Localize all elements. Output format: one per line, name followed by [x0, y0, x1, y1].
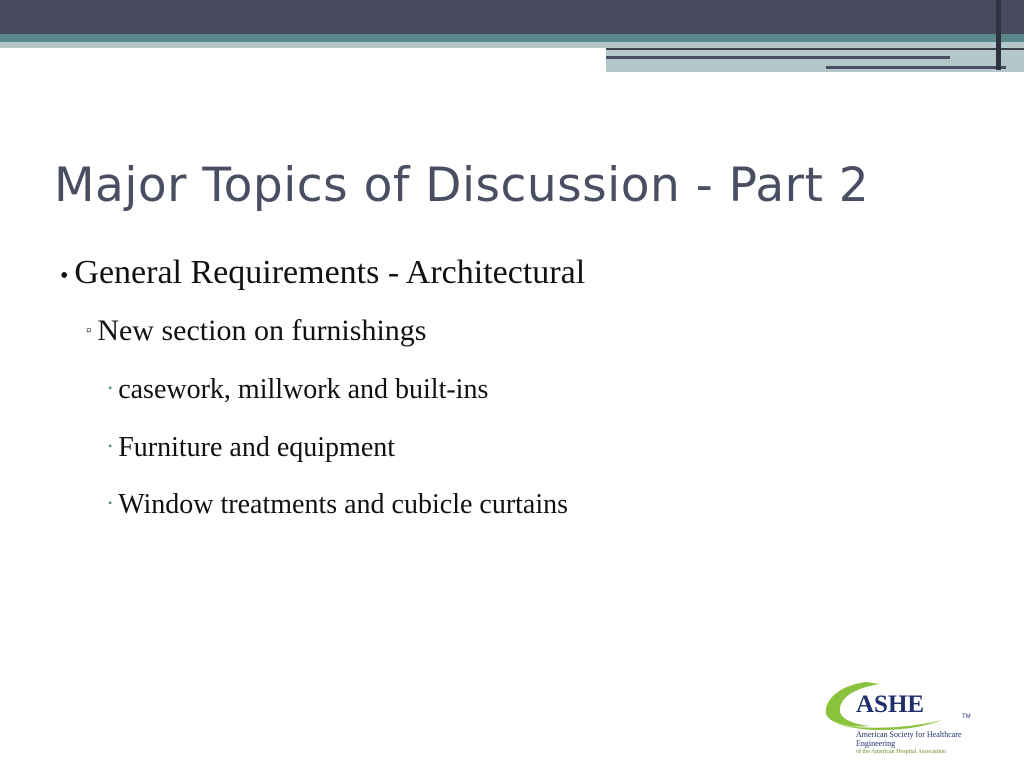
bullet-small-dot-icon: • — [108, 381, 113, 395]
logo-tagline-sub: of the American Hospital Association — [856, 749, 946, 755]
header-edge — [996, 0, 1001, 70]
bullet-level3 — [108, 432, 395, 464]
logo-wordmark: ASHE — [856, 691, 925, 718]
logo-trademark: TM — [962, 714, 971, 720]
bullet-small-dot-icon: • — [108, 439, 113, 453]
bullet-dot-icon: • — [60, 263, 69, 289]
header-rule-2 — [826, 66, 1006, 69]
bullet-text: New section on furnishings — [97, 314, 427, 347]
header-rule-1 — [606, 56, 950, 59]
slide-title: Major Topics of Discussion - Part 2 — [54, 158, 870, 213]
bullet-level3 — [108, 374, 488, 406]
bullet-small-dot-icon: • — [108, 496, 113, 510]
bullet-text: Window treatments and cubicle curtains — [118, 489, 569, 520]
header-dark-bar — [0, 0, 1024, 34]
bullet-square-icon: ▫ — [86, 323, 92, 339]
bullet-text: casework, millwork and built-ins — [118, 374, 489, 405]
logo-tagline-main: American Society for Healthcare Engineering — [856, 730, 962, 748]
logo-tagline — [856, 730, 996, 757]
bullet-level2 — [86, 314, 426, 348]
bullet-level3 — [108, 489, 568, 521]
bullet-text: Furniture and equipment — [118, 432, 396, 463]
bullet-level1 — [60, 254, 585, 292]
bullet-text: General Requirements - Architectural — [74, 254, 586, 291]
